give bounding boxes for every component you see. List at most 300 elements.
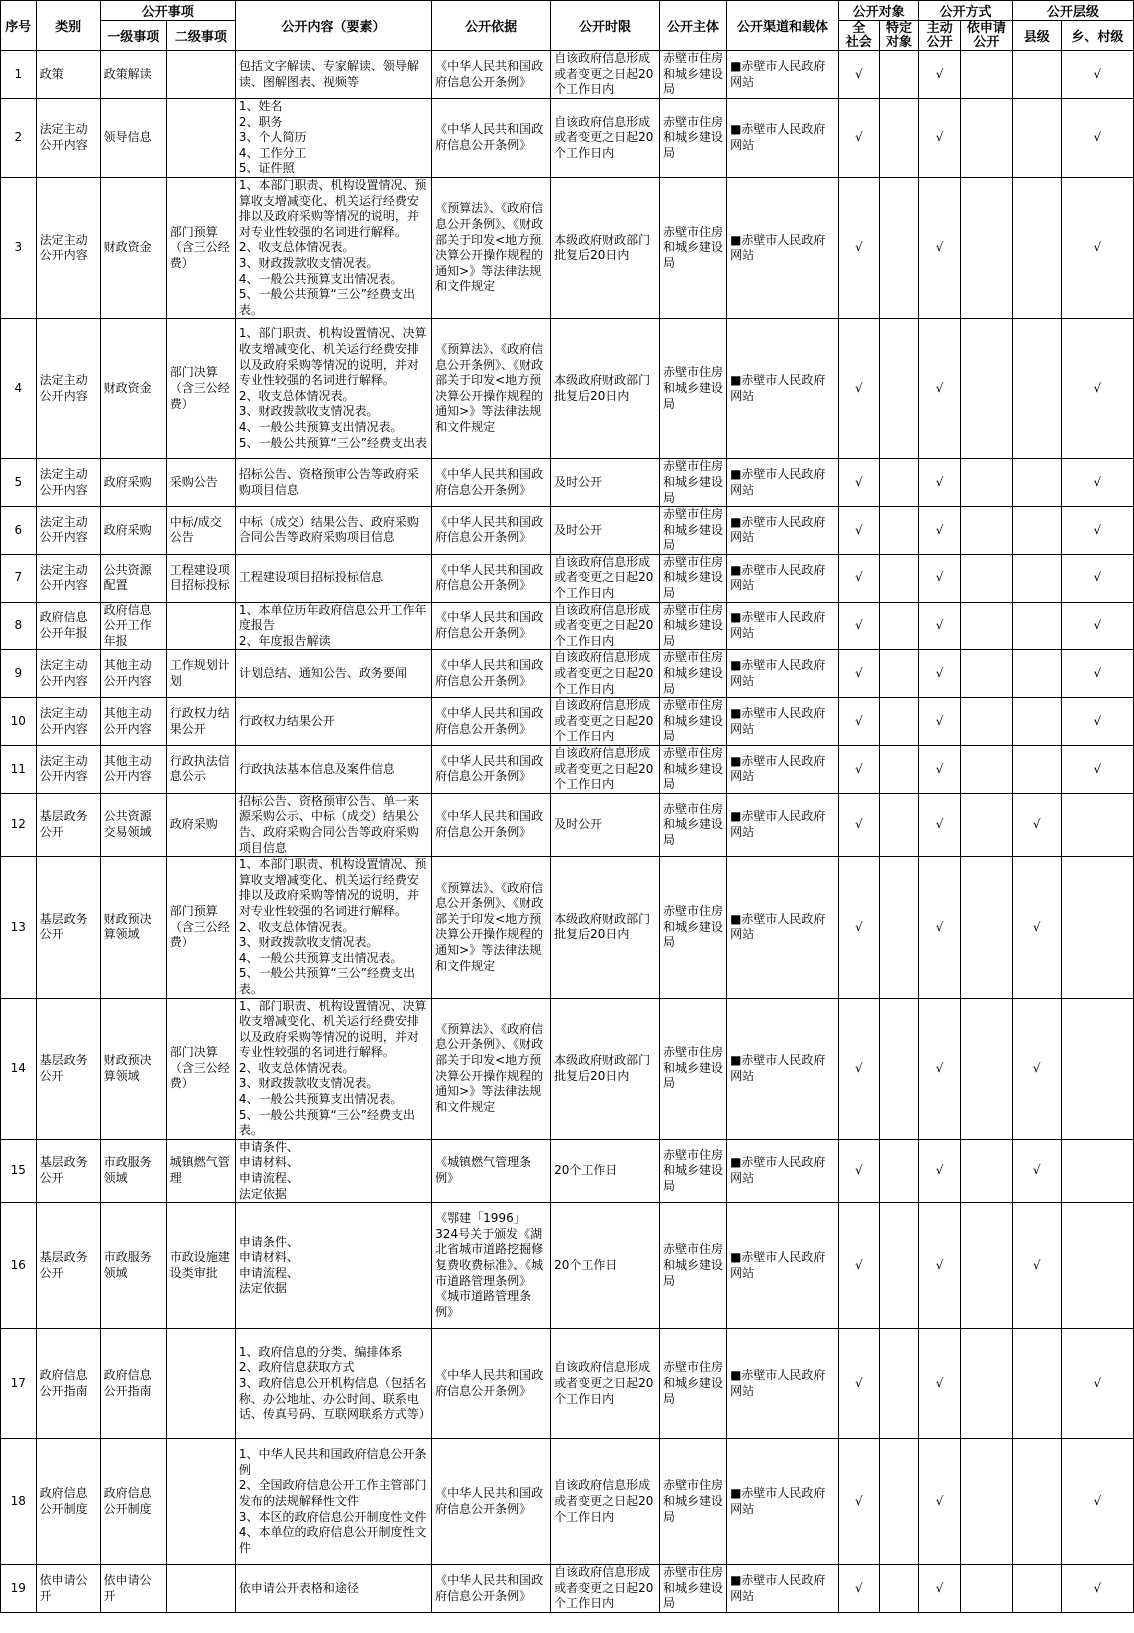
- header-seq: 序号: [1, 1, 37, 51]
- tier-county-mark: [1012, 319, 1061, 459]
- seq-cell: 15: [1, 1139, 37, 1202]
- level2-cell: 行政权力结果公开: [166, 698, 235, 746]
- table-row: [1, 998, 1134, 1139]
- subject-cell: 赤壁市住房和城乡建设局: [659, 698, 726, 746]
- tier-town-mark: √: [1061, 554, 1133, 602]
- tier-town-mark: √: [1061, 1439, 1133, 1565]
- table-row: [1, 698, 1134, 746]
- table-row: [1, 857, 1134, 998]
- subject-cell: 赤壁市住房和城乡建设局: [659, 51, 726, 99]
- seq-cell: 13: [1, 857, 37, 998]
- channel-cell: ■赤壁市人民政府网站: [727, 650, 839, 698]
- level1-cell: 公共资源交易领域: [100, 793, 166, 856]
- tier-town-mark: √: [1061, 602, 1133, 650]
- header-target-group: 公开对象: [838, 1, 918, 21]
- time-limit-cell: 本级政府财政部门批复后20日内: [551, 177, 660, 318]
- level1-cell: 政府信息公开制度: [100, 1439, 166, 1565]
- seq-cell: 7: [1, 554, 37, 602]
- tier-town-mark: √: [1061, 698, 1133, 746]
- target-all-mark: √: [838, 998, 879, 1139]
- target-all-mark: √: [838, 857, 879, 998]
- time-limit-cell: 自该政府信息形成或者变更之日起20个工作日内: [551, 554, 660, 602]
- level1-cell: 财政预决算领域: [100, 998, 166, 1139]
- tier-town-mark: [1061, 998, 1133, 1139]
- time-limit-cell: 及时公开: [551, 793, 660, 856]
- time-limit-cell: 自该政府信息形成或者变更之日起20个工作日内: [551, 51, 660, 99]
- method-request-mark: [960, 1565, 1012, 1613]
- target-specific-mark: [879, 177, 919, 318]
- target-all-mark: √: [838, 650, 879, 698]
- target-specific-mark: [879, 650, 919, 698]
- target-all-mark: √: [838, 177, 879, 318]
- tier-county-mark: [1012, 650, 1061, 698]
- target-specific-mark: [879, 1139, 919, 1202]
- category-cell: 政府信息公开制度: [36, 1439, 100, 1565]
- channel-cell: ■赤壁市人民政府网站: [727, 1139, 839, 1202]
- seq-cell: 4: [1, 319, 37, 459]
- header-method-group: 公开方式: [919, 1, 1013, 21]
- target-specific-mark: [879, 698, 919, 746]
- tier-town-mark: √: [1061, 51, 1133, 99]
- channel-cell: ■赤壁市人民政府网站: [727, 998, 839, 1139]
- category-cell: 法定主动公开内容: [36, 650, 100, 698]
- method-active-mark: √: [919, 177, 961, 318]
- category-cell: 法定主动公开内容: [36, 698, 100, 746]
- method-request-mark: [960, 793, 1012, 856]
- target-specific-mark: [879, 793, 919, 856]
- category-cell: 基层政务公开: [36, 1203, 100, 1329]
- seq-cell: 18: [1, 1439, 37, 1565]
- content-cell: 中标（成交）结果公告、政府采购合同公告等政府采购项目信息: [235, 507, 431, 555]
- subject-cell: 赤壁市住房和城乡建设局: [659, 793, 726, 856]
- target-specific-mark: [879, 857, 919, 998]
- target-specific-mark: [879, 507, 919, 555]
- method-active-mark: √: [919, 1565, 961, 1613]
- category-cell: 法定主动公开内容: [36, 746, 100, 794]
- method-request-mark: [960, 857, 1012, 998]
- tier-town-mark: √: [1061, 507, 1133, 555]
- basis-cell: 《中华人民共和国政府信息公开条例》: [432, 602, 551, 650]
- content-cell: 行政执法基本信息及案件信息: [235, 746, 431, 794]
- category-cell: 依申请公开: [36, 1565, 100, 1613]
- target-all-mark: √: [838, 698, 879, 746]
- time-limit-cell: 自该政府信息形成或者变更之日起20个工作日内: [551, 1565, 660, 1613]
- level1-cell: 其他主动公开内容: [100, 650, 166, 698]
- header-category: 类别: [36, 1, 100, 51]
- target-all-mark: √: [838, 1329, 879, 1439]
- method-request-mark: [960, 1139, 1012, 1202]
- level2-cell: 工程建设项目招标投标: [166, 554, 235, 602]
- tier-county-mark: [1012, 602, 1061, 650]
- tier-county-mark: [1012, 507, 1061, 555]
- method-active-mark: √: [919, 602, 961, 650]
- header-method-request: 依申请 公开: [960, 21, 1012, 51]
- category-cell: 政策: [36, 51, 100, 99]
- level1-cell: 政府信息公开指南: [100, 1329, 166, 1439]
- basis-cell: 《城镇燃气管理条例》: [432, 1139, 551, 1202]
- seq-cell: 9: [1, 650, 37, 698]
- category-cell: 法定主动公开内容: [36, 319, 100, 459]
- level1-cell: 其他主动公开内容: [100, 746, 166, 794]
- method-request-mark: [960, 51, 1012, 99]
- table-row: [1, 319, 1134, 459]
- tier-town-mark: [1061, 793, 1133, 856]
- seq-cell: 1: [1, 51, 37, 99]
- content-cell: 1、本单位历年政府信息公开工作年度报告 2、年度报告解读: [235, 602, 431, 650]
- header-level1: 一级事项: [100, 21, 166, 51]
- target-all-mark: √: [838, 793, 879, 856]
- level2-cell: [166, 51, 235, 99]
- basis-cell: 《中华人民共和国政府信息公开条例》: [432, 793, 551, 856]
- header-items-group: 公开事项: [100, 1, 235, 21]
- time-limit-cell: 自该政府信息形成或者变更之日起20个工作日内: [551, 99, 660, 178]
- subject-cell: 赤壁市住房和城乡建设局: [659, 602, 726, 650]
- time-limit-cell: 本级政府财政部门批复后20日内: [551, 857, 660, 998]
- seq-cell: 2: [1, 99, 37, 178]
- seq-cell: 8: [1, 602, 37, 650]
- level2-cell: [166, 602, 235, 650]
- method-request-mark: [960, 602, 1012, 650]
- tier-county-mark: [1012, 459, 1061, 507]
- subject-cell: 赤壁市住房和城乡建设局: [659, 554, 726, 602]
- level2-cell: [166, 1565, 235, 1613]
- category-cell: 法定主动公开内容: [36, 507, 100, 555]
- level2-cell: 中标/成交公告: [166, 507, 235, 555]
- seq-cell: 16: [1, 1203, 37, 1329]
- header-tier-town: 乡、村级: [1061, 21, 1133, 51]
- basis-cell: 《中华人民共和国政府信息公开条例》: [432, 507, 551, 555]
- level2-cell: 城镇燃气管理: [166, 1139, 235, 1202]
- content-cell: 1、本部门职责、机构设置情况、预算收支增减变化、机关运行经费安排以及政府采购等情况的说明，并对专业性较强的名词进行解释。 2、收支总体情况表。 3、财政拨款收支情况表。 4、一般公共预算支出情况表。 5、一般公共预算“三公”经费支出表。: [235, 177, 431, 318]
- header-basis: 公开依据: [432, 1, 551, 51]
- method-request-mark: [960, 998, 1012, 1139]
- table-row: [1, 554, 1134, 602]
- tier-town-mark: [1061, 1203, 1133, 1329]
- content-cell: 包括文字解读、专家解读、领导解读、图解图表、视频等: [235, 51, 431, 99]
- level2-cell: 部门预算（含三公经费）: [166, 177, 235, 318]
- target-specific-mark: [879, 554, 919, 602]
- basis-cell: 《中华人民共和国政府信息公开条例》: [432, 650, 551, 698]
- content-cell: 1、本部门职责、机构设置情况、预算收支增减变化、机关运行经费安排以及政府采购等情况的说明，并对专业性较强的名词进行解释。 2、收支总体情况表。 3、财政拨款收支情况表。 4、一般公共预算支出情况表。 5、一般公共预算“三公”经费支出表。: [235, 857, 431, 998]
- table-header: [1, 1, 1134, 51]
- time-limit-cell: 20个工作日: [551, 1139, 660, 1202]
- level1-cell: 领导信息: [100, 99, 166, 178]
- channel-cell: ■赤壁市人民政府网站: [727, 1565, 839, 1613]
- content-cell: 招标公告、资格预审公告、单一来源采购公示、中标（成交）结果公告、政府采购合同公告等政府采购项目信息: [235, 793, 431, 856]
- category-cell: 政府信息公开年报: [36, 602, 100, 650]
- header-channel: 公开渠道和载体: [727, 1, 839, 51]
- method-request-mark: [960, 1203, 1012, 1329]
- subject-cell: 赤壁市住房和城乡建设局: [659, 650, 726, 698]
- content-cell: 1、部门职责、机构设置情况、决算收支增减变化、机关运行经费安排以及政府采购等情况的说明，并对专业性较强的名词进行解释。 2、收支总体情况表。 3、财政拨款收支情况表。 4、一般公共预算支出情况表。 5、一般公共预算“三公”经费支出表: [235, 319, 431, 459]
- channel-cell: ■赤壁市人民政府网站: [727, 99, 839, 178]
- method-request-mark: [960, 746, 1012, 794]
- level2-cell: 政府采购: [166, 793, 235, 856]
- level1-cell: 政府信息公开工作年报: [100, 602, 166, 650]
- level2-cell: 部门决算（含三公经费）: [166, 998, 235, 1139]
- tier-county-mark: [1012, 99, 1061, 178]
- channel-cell: ■赤壁市人民政府网站: [727, 554, 839, 602]
- category-cell: 法定主动公开内容: [36, 459, 100, 507]
- header-tier-group: 公开层级: [1012, 1, 1133, 21]
- tier-county-mark: [1012, 746, 1061, 794]
- target-all-mark: √: [838, 1203, 879, 1329]
- tier-county-mark: √: [1012, 793, 1061, 856]
- seq-cell: 12: [1, 793, 37, 856]
- basis-cell: 《中华人民共和国政府信息公开条例》: [432, 99, 551, 178]
- method-active-mark: √: [919, 746, 961, 794]
- header-target-all: 全 社会: [838, 21, 879, 51]
- method-active-mark: √: [919, 698, 961, 746]
- tier-town-mark: √: [1061, 459, 1133, 507]
- level1-cell: 财政预决算领域: [100, 857, 166, 998]
- method-request-mark: [960, 1439, 1012, 1565]
- method-active-mark: √: [919, 793, 961, 856]
- tier-county-mark: [1012, 554, 1061, 602]
- subject-cell: 赤壁市住房和城乡建设局: [659, 99, 726, 178]
- method-active-mark: √: [919, 319, 961, 459]
- target-specific-mark: [879, 1203, 919, 1329]
- level1-cell: 依申请公开: [100, 1565, 166, 1613]
- time-limit-cell: 自该政府信息形成或者变更之日起20个工作日内: [551, 746, 660, 794]
- level1-cell: 政策解读: [100, 51, 166, 99]
- time-limit-cell: 自该政府信息形成或者变更之日起20个工作日内: [551, 650, 660, 698]
- method-request-mark: [960, 177, 1012, 318]
- method-active-mark: √: [919, 459, 961, 507]
- content-cell: 申请条件、 申请材料、 申请流程、 法定依据: [235, 1203, 431, 1329]
- target-all-mark: √: [838, 1565, 879, 1613]
- table-row: [1, 459, 1134, 507]
- subject-cell: 赤壁市住房和城乡建设局: [659, 1565, 726, 1613]
- tier-county-mark: √: [1012, 1139, 1061, 1202]
- tier-town-mark: √: [1061, 650, 1133, 698]
- content-cell: 计划总结、通知公告、政务要闻: [235, 650, 431, 698]
- basis-cell: 《预算法》、《政府信息公开条例》、《财政部关于印发<地方预决算公开操作规程的通知>》等法律法规和文件规定: [432, 998, 551, 1139]
- level1-cell: 政府采购: [100, 459, 166, 507]
- tier-town-mark: √: [1061, 1565, 1133, 1613]
- tier-county-mark: [1012, 1329, 1061, 1439]
- time-limit-cell: 自该政府信息形成或者变更之日起20个工作日内: [551, 1439, 660, 1565]
- tier-county-mark: [1012, 1565, 1061, 1613]
- method-active-mark: √: [919, 998, 961, 1139]
- table-row: [1, 1439, 1134, 1565]
- seq-cell: 11: [1, 746, 37, 794]
- method-request-mark: [960, 650, 1012, 698]
- header-target-specific: 特定 对象: [879, 21, 919, 51]
- method-active-mark: √: [919, 1439, 961, 1565]
- seq-cell: 6: [1, 507, 37, 555]
- seq-cell: 3: [1, 177, 37, 318]
- tier-town-mark: √: [1061, 177, 1133, 318]
- category-cell: 基层政务公开: [36, 857, 100, 998]
- subject-cell: 赤壁市住房和城乡建设局: [659, 1139, 726, 1202]
- table-row: [1, 507, 1134, 555]
- time-limit-cell: 及时公开: [551, 507, 660, 555]
- level2-cell: [166, 99, 235, 178]
- target-specific-mark: [879, 746, 919, 794]
- category-cell: 法定主动公开内容: [36, 177, 100, 318]
- time-limit-cell: 20个工作日: [551, 1203, 660, 1329]
- level2-cell: 部门决算（含三公经费）: [166, 319, 235, 459]
- header-tier-county: 县级: [1012, 21, 1061, 51]
- subject-cell: 赤壁市住房和城乡建设局: [659, 177, 726, 318]
- content-cell: 行政权力结果公开: [235, 698, 431, 746]
- category-cell: 法定主动公开内容: [36, 99, 100, 178]
- target-specific-mark: [879, 1565, 919, 1613]
- category-cell: 政府信息公开指南: [36, 1329, 100, 1439]
- target-specific-mark: [879, 998, 919, 1139]
- target-all-mark: √: [838, 319, 879, 459]
- target-all-mark: √: [838, 1439, 879, 1565]
- tier-town-mark: √: [1061, 746, 1133, 794]
- level1-cell: 市政服务领域: [100, 1139, 166, 1202]
- table-row: [1, 1139, 1134, 1202]
- tier-town-mark: √: [1061, 99, 1133, 178]
- table-row: [1, 602, 1134, 650]
- table-row: [1, 650, 1134, 698]
- content-cell: 1、中华人民共和国政府信息公开条例 2、全国政府信息公开工作主管部门发布的法规解释性文件 3、本区的政府信息公开制度性文件 4、本单位的政府信息公开制度性文件: [235, 1439, 431, 1565]
- tier-county-mark: √: [1012, 998, 1061, 1139]
- target-specific-mark: [879, 602, 919, 650]
- method-active-mark: √: [919, 51, 961, 99]
- channel-cell: ■赤壁市人民政府网站: [727, 507, 839, 555]
- basis-cell: 《鄂建「1996」324号关于颁发《湖北省城市道路挖掘修复费收费标准》、《城市道路管理条例》 《城市道路管理条例》: [432, 1203, 551, 1329]
- method-active-mark: √: [919, 857, 961, 998]
- method-request-mark: [960, 507, 1012, 555]
- channel-cell: ■赤壁市人民政府网站: [727, 177, 839, 318]
- content-cell: 1、政府信息的分类、编排体系 2、政府信息获取方式 3、政府信息公开机构信息（包括名称、办公地址、办公时间、联系电话、传真号码、互联网联系方式等）: [235, 1329, 431, 1439]
- target-all-mark: √: [838, 746, 879, 794]
- table-row: [1, 1565, 1134, 1613]
- method-active-mark: √: [919, 554, 961, 602]
- target-specific-mark: [879, 1329, 919, 1439]
- target-all-mark: √: [838, 507, 879, 555]
- method-active-mark: √: [919, 507, 961, 555]
- basis-cell: 《预算法》、《政府信息公开条例》、《财政部关于印发<地方预决算公开操作规程的通知>》等法律法规和文件规定: [432, 177, 551, 318]
- subject-cell: 赤壁市住房和城乡建设局: [659, 1439, 726, 1565]
- target-all-mark: √: [838, 1139, 879, 1202]
- category-cell: 基层政务公开: [36, 793, 100, 856]
- channel-cell: ■赤壁市人民政府网站: [727, 793, 839, 856]
- header-time-limit: 公开时限: [551, 1, 660, 51]
- category-cell: 基层政务公开: [36, 1139, 100, 1202]
- category-cell: 法定主动公开内容: [36, 554, 100, 602]
- target-specific-mark: [879, 51, 919, 99]
- time-limit-cell: 自该政府信息形成或者变更之日起20个工作日内: [551, 698, 660, 746]
- basis-cell: 《中华人民共和国政府信息公开条例》: [432, 1329, 551, 1439]
- table-row: [1, 793, 1134, 856]
- level1-cell: 公共资源配置: [100, 554, 166, 602]
- time-limit-cell: 本级政府财政部门批复后20日内: [551, 998, 660, 1139]
- method-active-mark: √: [919, 99, 961, 178]
- level2-cell: 市政设施建设类审批: [166, 1203, 235, 1329]
- content-cell: 招标公告、资格预审公告等政府采购项目信息: [235, 459, 431, 507]
- level1-cell: 其他主动公开内容: [100, 698, 166, 746]
- method-request-mark: [960, 319, 1012, 459]
- method-active-mark: √: [919, 1139, 961, 1202]
- table-body: [1, 51, 1134, 1613]
- seq-cell: 19: [1, 1565, 37, 1613]
- channel-cell: ■赤壁市人民政府网站: [727, 319, 839, 459]
- method-active-mark: √: [919, 1329, 961, 1439]
- time-limit-cell: 自该政府信息形成或者变更之日起20个工作日内: [551, 602, 660, 650]
- tier-county-mark: [1012, 698, 1061, 746]
- target-all-mark: √: [838, 51, 879, 99]
- level1-cell: 财政资金: [100, 177, 166, 318]
- table-row: [1, 1329, 1134, 1439]
- basis-cell: 《中华人民共和国政府信息公开条例》: [432, 698, 551, 746]
- content-cell: 申请条件、 申请材料、 申请流程、 法定依据: [235, 1139, 431, 1202]
- target-all-mark: √: [838, 554, 879, 602]
- subject-cell: 赤壁市住房和城乡建设局: [659, 1329, 726, 1439]
- target-specific-mark: [879, 459, 919, 507]
- time-limit-cell: 自该政府信息形成或者变更之日起20个工作日内: [551, 1329, 660, 1439]
- basis-cell: 《中华人民共和国政府信息公开条例》: [432, 459, 551, 507]
- channel-cell: ■赤壁市人民政府网站: [727, 459, 839, 507]
- subject-cell: 赤壁市住房和城乡建设局: [659, 746, 726, 794]
- level2-cell: 工作规划计划: [166, 650, 235, 698]
- tier-county-mark: [1012, 177, 1061, 318]
- channel-cell: ■赤壁市人民政府网站: [727, 857, 839, 998]
- target-all-mark: √: [838, 602, 879, 650]
- basis-cell: 《中华人民共和国政府信息公开条例》: [432, 51, 551, 99]
- category-cell: 基层政务公开: [36, 998, 100, 1139]
- subject-cell: 赤壁市住房和城乡建设局: [659, 857, 726, 998]
- header-method-active: 主动 公开: [919, 21, 961, 51]
- header-level2: 二级事项: [166, 21, 235, 51]
- level1-cell: 市政服务领域: [100, 1203, 166, 1329]
- subject-cell: 赤壁市住房和城乡建设局: [659, 507, 726, 555]
- method-request-mark: [960, 459, 1012, 507]
- subject-cell: 赤壁市住房和城乡建设局: [659, 1203, 726, 1329]
- level2-cell: 行政执法信息公示: [166, 746, 235, 794]
- level2-cell: 采购公告: [166, 459, 235, 507]
- channel-cell: ■赤壁市人民政府网站: [727, 1439, 839, 1565]
- channel-cell: ■赤壁市人民政府网站: [727, 1329, 839, 1439]
- level2-cell: [166, 1439, 235, 1565]
- target-specific-mark: [879, 319, 919, 459]
- header-subject: 公开主体: [659, 1, 726, 51]
- level1-cell: 政府采购: [100, 507, 166, 555]
- tier-county-mark: √: [1012, 1203, 1061, 1329]
- tier-town-mark: √: [1061, 1329, 1133, 1439]
- method-request-mark: [960, 554, 1012, 602]
- basis-cell: 《中华人民共和国政府信息公开条例》: [432, 1439, 551, 1565]
- seq-cell: 14: [1, 998, 37, 1139]
- basis-cell: 《预算法》、《政府信息公开条例》、《财政部关于印发<地方预决算公开操作规程的通知>》等法律法规和文件规定: [432, 857, 551, 998]
- tier-town-mark: √: [1061, 319, 1133, 459]
- channel-cell: ■赤壁市人民政府网站: [727, 746, 839, 794]
- subject-cell: 赤壁市住房和城乡建设局: [659, 459, 726, 507]
- tier-county-mark: [1012, 51, 1061, 99]
- tier-town-mark: [1061, 857, 1133, 998]
- time-limit-cell: 本级政府财政部门批复后20日内: [551, 319, 660, 459]
- basis-cell: 《中华人民共和国政府信息公开条例》: [432, 554, 551, 602]
- basis-cell: 《中华人民共和国政府信息公开条例》: [432, 1565, 551, 1613]
- target-specific-mark: [879, 99, 919, 178]
- subject-cell: 赤壁市住房和城乡建设局: [659, 319, 726, 459]
- content-cell: 1、姓名 2、职务 3、个人简历 4、工作分工 5、证件照: [235, 99, 431, 178]
- table-row: [1, 99, 1134, 178]
- tier-county-mark: [1012, 1439, 1061, 1565]
- target-all-mark: √: [838, 99, 879, 178]
- channel-cell: ■赤壁市人民政府网站: [727, 698, 839, 746]
- table-row: [1, 1203, 1134, 1329]
- method-active-mark: √: [919, 1203, 961, 1329]
- channel-cell: ■赤壁市人民政府网站: [727, 51, 839, 99]
- seq-cell: 10: [1, 698, 37, 746]
- tier-county-mark: √: [1012, 857, 1061, 998]
